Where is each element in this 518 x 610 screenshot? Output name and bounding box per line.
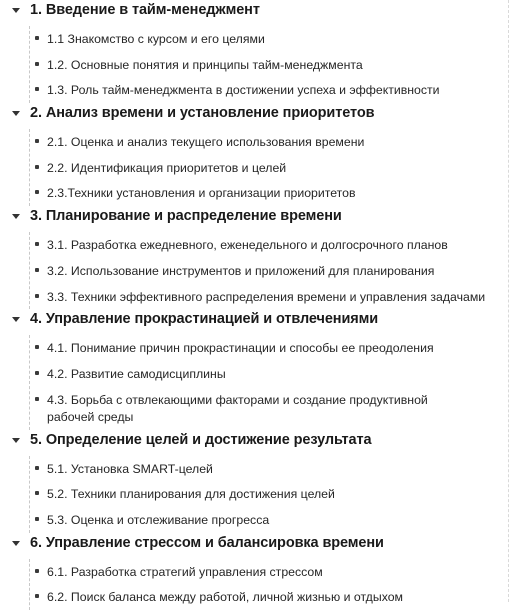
outline-section-4 [0,309,518,429]
caret-down-icon[interactable] [12,438,20,443]
section-title: 3. Планирование и распределение времени [30,208,342,225]
item-label: 5.2. Техники планирования для достижения целей [47,487,335,502]
section-heading-4[interactable] [0,309,518,335]
outline-item[interactable] [0,387,518,430]
outline-section-3 [0,206,518,309]
square-bullet-icon [35,294,39,298]
outline-item[interactable] [0,584,518,610]
outline-item[interactable] [0,361,518,387]
outline-item[interactable] [0,129,518,155]
item-label: 6.2. Поиск баланса между работой, личной жизнью и отдыхом [47,590,404,605]
square-bullet-icon [35,62,39,66]
outline-section-1 [0,0,518,103]
item-label: 1.2. Основные понятия и принципы тайм-менеджмента [47,57,363,72]
section-items [0,456,518,533]
outline-item[interactable] [0,507,518,533]
square-bullet-icon [35,491,39,495]
outline-section-6 [0,533,518,610]
section-title: 5. Определение целей и достижение результата [30,431,372,448]
outline-item[interactable] [0,155,518,181]
square-bullet-icon [35,345,39,349]
square-bullet-icon [35,242,39,246]
outline-item[interactable] [0,258,518,284]
square-bullet-icon [35,87,39,91]
square-bullet-icon [35,466,39,470]
section-title: 6. Управление стрессом и балансировка времени [30,534,384,551]
item-label: 4.3. Борьба с отвлекающими факторами и создание продуктивной рабочей среды [47,392,428,424]
section-heading-6[interactable] [0,533,518,559]
section-heading-2[interactable] [0,103,518,129]
item-label: 5.1. Установка SMART-целей [47,461,213,476]
square-bullet-icon [35,594,39,598]
page-edge-divider [508,0,509,602]
item-label: 3.1. Разработка ежедневного, еженедельного и долгосрочного планов [47,238,448,253]
square-bullet-icon [35,190,39,194]
item-label: 5.3. Оценка и отслеживание прогресса [47,512,270,527]
section-items [0,232,518,309]
square-bullet-icon [35,371,39,375]
outline-item[interactable] [0,284,518,310]
item-label: 3.2. Использование инструментов и приложений для планирования [47,263,435,278]
outline-section-5 [0,430,518,533]
caret-down-icon[interactable] [12,541,20,546]
square-bullet-icon [35,268,39,272]
item-label: 3.3. Техники эффективного распределения времени и управления задачами [47,289,486,304]
caret-down-icon[interactable] [12,8,20,13]
square-bullet-icon [35,165,39,169]
outline-item[interactable] [0,26,518,52]
square-bullet-icon [35,517,39,521]
caret-down-icon[interactable] [12,214,20,219]
item-label: 2.2. Идентификация приоритетов и целей [47,160,287,175]
item-label: 4.1. Понимание причин прокрастинации и способы ее преодоления [47,341,434,356]
item-label: 1.3. Роль тайм-менеджмента в достижении успеха и эффективности [47,83,440,98]
section-heading-3[interactable] [0,206,518,232]
section-title: 1. Введение в тайм-менеджмент [30,2,260,18]
item-label: 4.2. Развитие самодисциплины [47,366,226,381]
section-title: 4. Управление прокрастинацией и отвлечениями [30,311,379,328]
item-label: 1.1 Знакомство с курсом и его целями [47,32,265,46]
outline-item[interactable] [0,559,518,585]
item-label: 6.1. Разработка стратегий управления стрессом [47,564,323,579]
caret-down-icon[interactable] [12,317,20,322]
square-bullet-icon [35,139,39,143]
section-items [0,559,518,610]
outline-item[interactable] [0,180,518,206]
section-items [0,26,518,103]
item-label: 2.3.Техники установления и организации приоритетов [47,186,356,201]
section-heading-1[interactable] [0,0,518,26]
outline-item[interactable] [0,77,518,103]
outline-item[interactable] [0,52,518,78]
outline-item[interactable] [0,481,518,507]
outline-item[interactable] [0,335,518,361]
square-bullet-icon [35,397,39,401]
caret-down-icon[interactable] [12,111,20,116]
outline-section-2 [0,103,518,206]
section-items [0,129,518,206]
outline-item[interactable] [0,456,518,482]
section-heading-5[interactable] [0,430,518,456]
item-label: 2.1. Оценка и анализ текущего использования времени [47,135,365,150]
section-items [0,335,518,429]
square-bullet-icon [35,569,39,573]
square-bullet-icon [35,36,39,40]
outline-item[interactable] [0,232,518,258]
section-title: 2. Анализ времени и установление приоритетов [30,105,375,122]
